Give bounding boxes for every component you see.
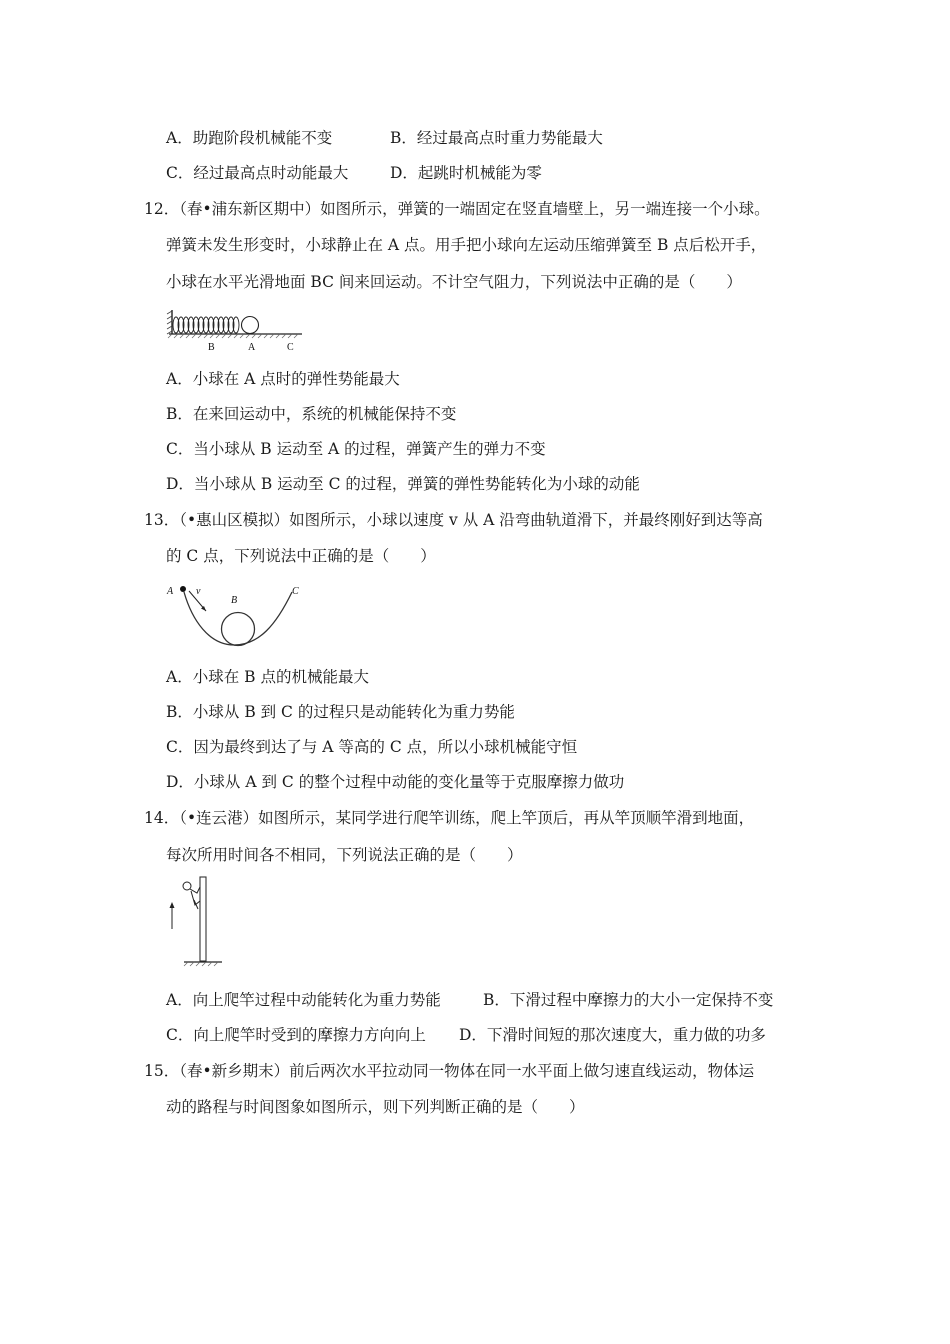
q14-stem-line-1: 14．（•连云港）如图所示，某同学进行爬竿训练，爬上竿顶后，再从竿顶顺竿滑到地面， (144, 809, 755, 827)
q11-option-b: B．经过最高点时重力势能最大 (390, 129, 603, 147)
q12-stem-line-1: 12．（春•浦东新区期中）如图所示，弹簧的一端固定在竖直墙壁上，另一端连接一个小球。 (144, 200, 770, 218)
q12-stem-line-3: 小球在水平光滑地面 BC 间来回运动。不计空气阻力，下列说法中正确的是（ ） (166, 273, 742, 291)
q13-stem-line-2: 的 C 点，下列说法中正确的是（ ） (166, 547, 436, 565)
q11-option-c: C．经过最高点时动能最大 (166, 164, 349, 182)
q13-label-c: C (292, 586, 299, 597)
q15-stem-line-1: 15．（春•新乡期末）前后两次水平拉动同一物体在同一水平面上做匀速直线运动，物体运 (144, 1062, 755, 1080)
q12-spring-figure (166, 308, 306, 354)
q14-stem-line-2: 每次所用时间各不相同，下列说法正确的是（ ） (166, 846, 523, 864)
q13-option-c: C．因为最终到达了与 A 等高的 C 点，所以小球机械能守恒 (166, 738, 578, 756)
q11-option-a: A．助跑阶段机械能不变 (166, 129, 333, 147)
q15-stem-line-2: 动的路程与时间图象如图所示，则下列判断正确的是（ ） (166, 1098, 585, 1116)
q13-label-a: A (167, 586, 174, 597)
q13-option-a: A．小球在 B 点的机械能最大 (166, 668, 369, 686)
q13-option-d: D．小球从 A 到 C 的整个过程中动能的变化量等于克服摩擦力做功 (166, 773, 625, 791)
q13-option-b: B．小球从 B 到 C 的过程只是动能转化为重力势能 (166, 703, 515, 721)
q12-label-a: A (248, 342, 256, 353)
q14-option-d: D．下滑时间短的那次速度大，重力做的功多 (459, 1026, 766, 1044)
q12-stem-line-2: 弹簧未发生形变时，小球静止在 A 点。用手把小球向左运动压缩弹簧至 B 点后松开手， (166, 236, 767, 254)
q12-option-a: A．小球在 A 点时的弹性势能最大 (166, 370, 400, 388)
q13-track-figure (164, 580, 309, 652)
q13-label-b: B (231, 595, 238, 606)
q14-option-c: C．向上爬竿时受到的摩擦力方向向上 (166, 1026, 426, 1044)
q12-label-b: B (208, 342, 215, 353)
q12-label-c: C (287, 342, 294, 353)
q14-pole-figure (164, 875, 224, 970)
q14-option-b: B．下滑过程中摩擦力的大小一定保持不变 (483, 991, 774, 1009)
q12-option-c: C．当小球从 B 运动至 A 的过程，弹簧产生的弹力不变 (166, 440, 546, 458)
q13-stem-line-1: 13．（•惠山区模拟）如图所示，小球以速度 v 从 A 沿弯曲轨道滑下，并最终刚好到达等高 (144, 511, 763, 529)
q12-option-b: B．在来回运动中，系统的机械能保持不变 (166, 405, 457, 423)
q14-option-a: A．向上爬竿过程中动能转化为重力势能 (166, 991, 441, 1009)
q12-option-d: D．当小球从 B 运动至 C 的过程，弹簧的弹性势能转化为小球的动能 (166, 475, 640, 493)
q11-option-d: D．起跳时机械能为零 (390, 164, 542, 182)
q13-label-v: v (196, 586, 201, 597)
